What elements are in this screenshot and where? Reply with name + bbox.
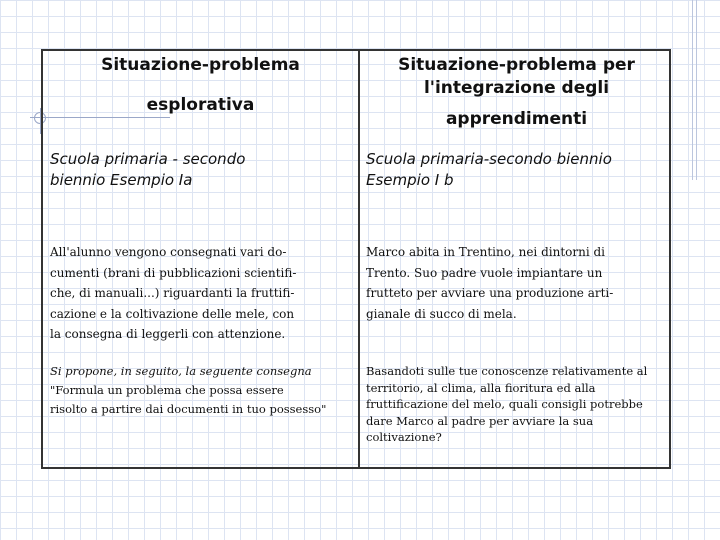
subtitle-right-line-1: Scuola primaria-secondo biennio xyxy=(366,150,612,168)
consegna-right-line: Basandoti sulle tue conoscenze relativamente al xyxy=(366,364,648,378)
description-left xyxy=(50,242,296,345)
header-right-line-1: Situazione-problema per xyxy=(398,55,635,75)
subtitle-left-line-2: biennio Esempio Ia xyxy=(50,171,193,189)
consegna-left-line: Si propone, in seguito, la seguente consegna xyxy=(50,364,312,378)
consegna-right xyxy=(366,363,647,446)
header-left-line-1: Situazione-problema xyxy=(101,55,300,75)
description-left-line: All'alunno vengono consegnati vari do- xyxy=(50,245,287,259)
header-right xyxy=(360,55,673,129)
description-right-line: frutteto per avviare una produzione arti- xyxy=(366,286,614,300)
consegna-right-line: territorio, al clima, alla fioritura ed alla xyxy=(366,380,596,395)
consegna-right-line: dare Marco al padre per avviare la sua xyxy=(366,413,594,428)
comparison-table xyxy=(41,49,671,469)
consegna-left-line: "Formula un problema che possa essere xyxy=(50,383,284,397)
description-right xyxy=(366,242,613,324)
description-right-line: Trento. Suo padre vuole impiantare un xyxy=(366,265,603,280)
decorative-stripes xyxy=(692,0,700,180)
description-left-line: la consegna di leggerli con attenzione. xyxy=(50,327,286,341)
description-left-line: cazione e la coltivazione delle mele, con xyxy=(50,306,295,321)
subtitle-left xyxy=(50,149,350,191)
consegna-right-line: coltivazione? xyxy=(366,430,442,444)
subtitle-right-line-2: Esempio I b xyxy=(366,171,454,189)
header-right-line-2: l'integrazione degli xyxy=(423,78,610,98)
header-left xyxy=(43,55,358,115)
description-left-line: che, di manuali...) riguardanti la fruttifi- xyxy=(50,286,295,300)
header-right-line-3: apprendimenti xyxy=(445,109,588,129)
header-left-line-2: esplorativa xyxy=(146,95,255,115)
subtitle-right xyxy=(366,149,666,191)
description-left-line: cumenti (brani di pubblicazioni scientifi- xyxy=(50,265,297,280)
description-right-line: gianale di succo di mela. xyxy=(366,306,517,321)
consegna-left-line: risolto a partire dai documenti in tuo possesso" xyxy=(50,402,327,416)
description-right-line: Marco abita in Trentino, nei dintorni di xyxy=(366,245,606,259)
subtitle-left-line-1: Scuola primaria - secondo xyxy=(50,150,246,168)
consegna-right-line: fruttificazione del melo, quali consigli potrebbe xyxy=(366,397,643,411)
consegna-left xyxy=(50,362,326,419)
